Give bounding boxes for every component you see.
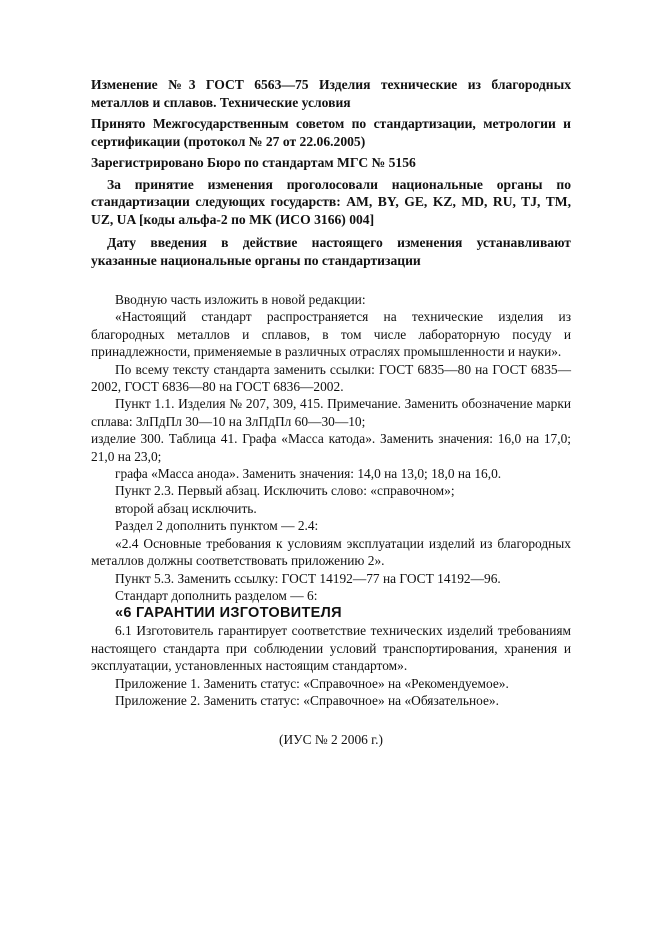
adopted-statement: Принято Межгосударственным советом по стандартизации, метрологии и сертификации (протокол № 27 от 22.06.2005) <box>91 116 571 149</box>
paragraph-item-1-1: Пункт 1.1. Изделия № 207, 309, 415. Примечание. Заменить обозначение марки сплава: ЗлПдПл 30—10 на ЗлПдПл 60—30—10; <box>91 396 571 429</box>
paragraph-reference-replace: По всему тексту стандарта заменить ссылки: ГОСТ 6835—80 на ГОСТ 6835—2002, ГОСТ 6836—80 на ГОСТ 6836—2002. <box>91 361 571 395</box>
paragraph-item-6-1: 6.1 Изготовитель гарантирует соответствие технических изделий требованиям настоящего стандарта при соблюдении условий транспортирования, хранения и эксплуатации, установленных настоящим стандартом». <box>91 623 571 674</box>
paragraph-item-5-3: Пункт 5.3. Заменить ссылку: ГОСТ 14192—77 на ГОСТ 14192—96. <box>115 570 501 586</box>
source-reference: (ИУС № 2 2006 г.) <box>279 732 383 748</box>
voting-statement: За принятие изменения проголосовали национальные органы по стандартизации следующих государств: AM, BY, GE, KZ, MD, RU, TJ, TM, UZ, UA [коды альфа-2 по МК (ИСО 3166) 004] <box>91 176 571 227</box>
paragraph-item-300: изделие 300. Таблица 41. Графа «Масса катода». Заменить значения: 16,0 на 17,0; 21,0 на 23,0; <box>91 431 571 464</box>
paragraph-section-6-add: Стандарт дополнить разделом — 6: <box>115 587 318 603</box>
paragraph-appendix-2: Приложение 2. Заменить статус: «Справочное» на «Обязательное». <box>115 692 499 708</box>
paragraph-section-2-add: Раздел 2 дополнить пунктом — 2.4: <box>115 518 319 534</box>
paragraph-scope-quote: «Настоящий стандарт распространяется на технические изделия из благородных металлов и сплавов, в том числе лабораторную посуду и принадлежности, применяемые в различных отраслях промышленности и науки». <box>91 309 571 360</box>
section-6-title: «6 ГАРАНТИИ ИЗГОТОВИТЕЛЯ <box>115 605 342 622</box>
registration-statement: Зарегистрировано Бюро по стандартам МГС № 5156 <box>91 155 416 170</box>
effective-date-statement: Дату введения в действие настоящего изменения устанавливают указанные национальные органы по стандартизации <box>91 235 571 268</box>
paragraph-appendix-1: Приложение 1. Заменить статус: «Справочное» на «Рекомендуемое». <box>115 675 509 691</box>
paragraph-item-2-4-quote: «2.4 Основные требования к условиям эксплуатации изделий из благородных металлов должны соответствовать приложению 2». <box>91 535 571 569</box>
paragraph-second-para-remove: второй абзац исключить. <box>115 500 257 516</box>
paragraph-anode-mass: графа «Масса анода». Заменить значения: 14,0 на 13,0; 18,0 на 16,0. <box>115 466 502 482</box>
document-page <box>91 76 571 748</box>
change-body <box>91 291 571 709</box>
change-title: Изменение №3 ГОСТ 6563—75 Изделия технические из благородных металлов и сплавов. Технические условия <box>91 77 571 110</box>
paragraph-item-2-3: Пункт 2.3. Первый абзац. Исключить слово: «справочном»; <box>115 483 455 499</box>
paragraph-intro: Вводную часть изложить в новой редакции: <box>115 292 366 307</box>
